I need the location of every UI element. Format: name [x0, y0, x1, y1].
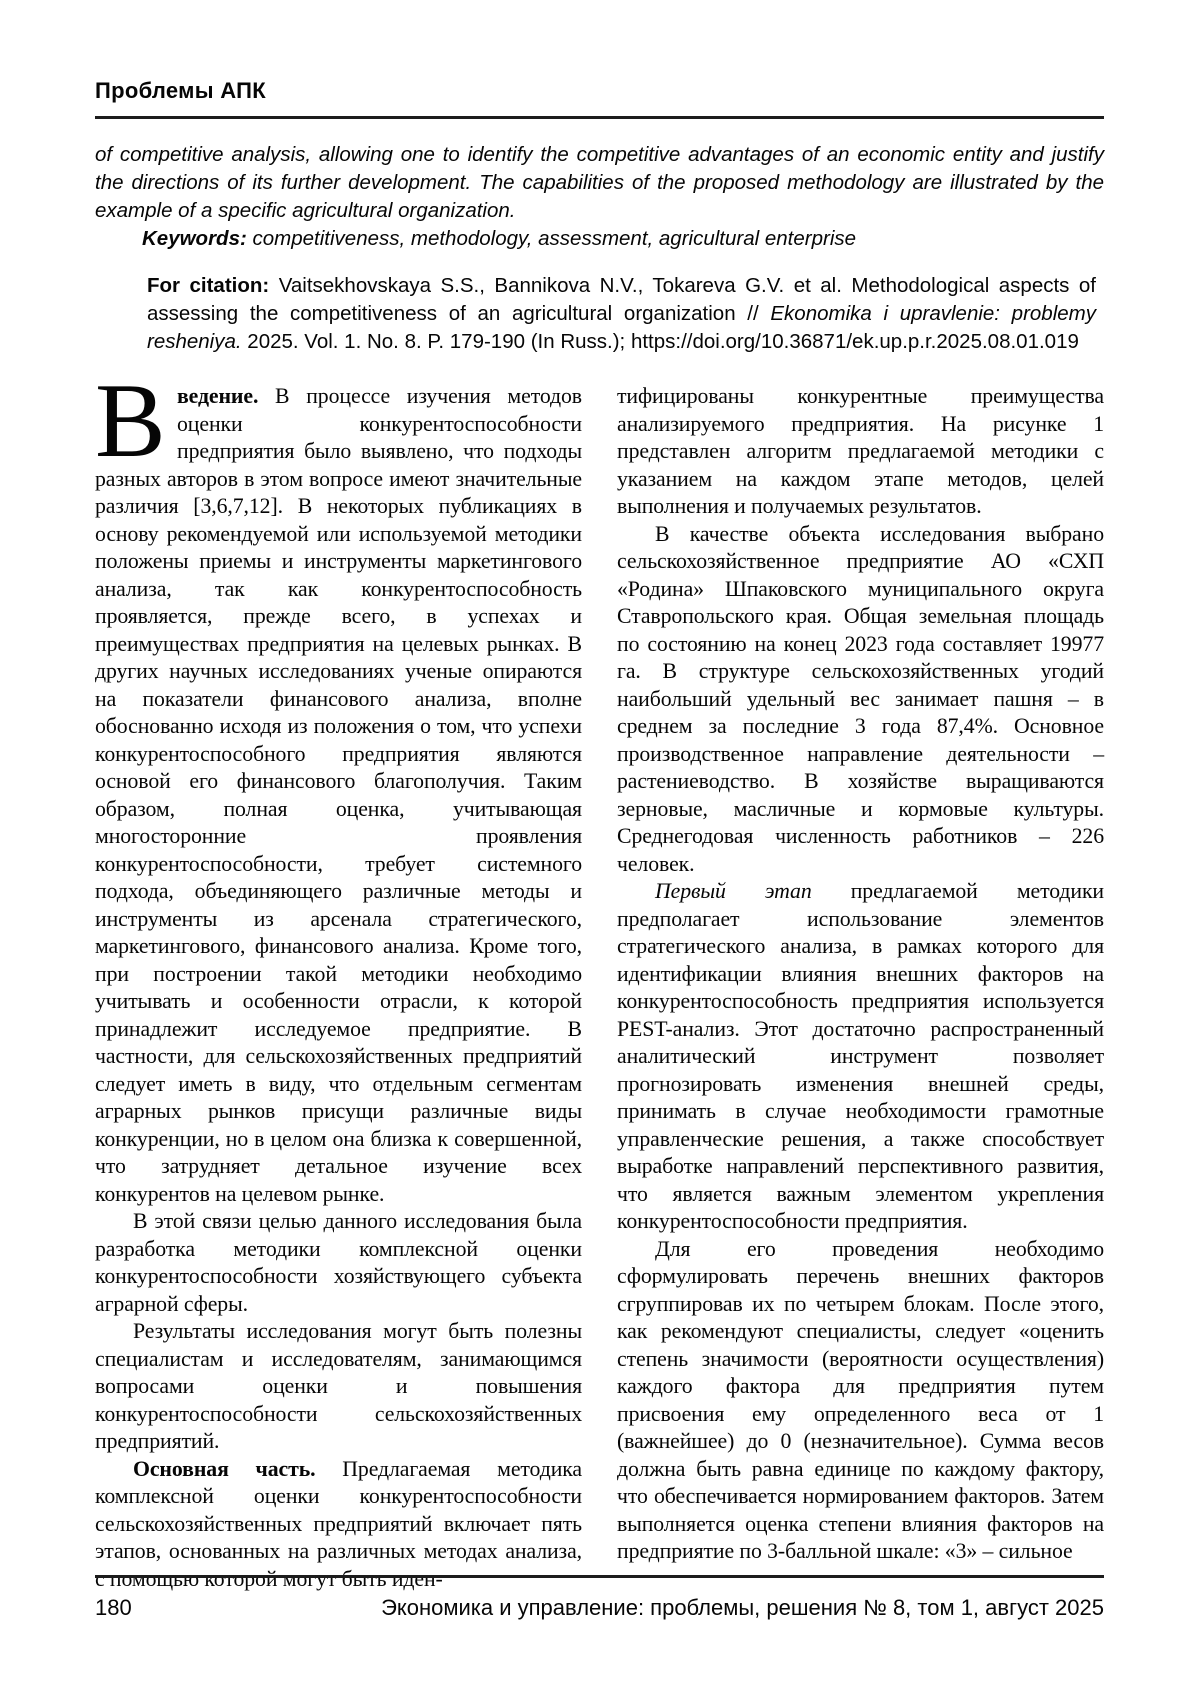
abstract-continuation-paragraph	[95, 141, 1104, 225]
dropcap-letter: В	[95, 362, 166, 479]
keywords-text: competitiveness, methodology, assessment, agricultural enterprise	[246, 227, 857, 250]
paragraph-pest-procedure	[617, 1236, 1104, 1566]
first-stage-lead: Первый этап	[655, 879, 812, 903]
citation-journal-name: Ekonomika i upravlenie: problemy resheniya.	[147, 302, 1096, 353]
running-head	[95, 78, 1104, 119]
main-part-text: Предлагаемая методика комплексной оценки конкурентоспособности сельскохозяйственных предприятий включает пять этапов, основанных на различных методах анализа, с помощью которой могут быть иден-	[95, 1456, 582, 1591]
paragraph-research-results	[95, 1318, 582, 1456]
section-header: Проблемы АПК	[95, 78, 266, 103]
first-stage-paragraph	[617, 878, 1104, 1236]
intro-paragraph	[95, 362, 582, 1208]
page-footer	[95, 1575, 1104, 1621]
paragraph-research-goal-text: В этой связи целью данного исследования была разработка методики комплексной оценки конкурентоспособности хозяйствующего субъекта аграрной сферы.	[95, 1209, 582, 1316]
body-columns	[95, 362, 1104, 1591]
keywords-line	[95, 225, 1104, 253]
page-number: 180	[95, 1595, 132, 1620]
main-part-paragraph	[95, 1456, 582, 1594]
footer-journal-line: Экономика и управление: проблемы, решения № 8, том 1, август 2025	[381, 1595, 1104, 1620]
citation-label: For citation:	[147, 274, 270, 297]
keywords-label: Keywords:	[142, 227, 247, 250]
right-column	[617, 383, 1104, 1563]
intro-lead: ведение.	[177, 384, 259, 408]
main-part-lead: Основная часть.	[133, 1456, 316, 1481]
paragraph-research-object	[617, 521, 1104, 879]
paragraph-research-object-text: В качестве объекта исследования выбрано сельскохозяйственное предприятие АО «СХП «Родина» Шпаковского муниципального округа Ставропольского края. Общая земельная площадь по состоянию на конец 2023 года составляет 19977 га. В структуре сельскохозяйственных угодий наибольший удельный вес занимает пашня – в среднем за последние 3 года 87,4%. Основное производственное направление деятельности – растениеводство. В хозяйстве выращиваются зерновые, масличные и кормовые культуры. Среднегодовая численность работников – 226 человек.	[617, 521, 1104, 876]
intro-text: В процессе изучения методов оценки конкурентоспособности предприятия было выявлено, что подходы разных авторов в этом вопросе имеют значительные различия [3,6,7,12]. В некоторых публикациях в основу рекомендуемой или используемой методики положены приемы и инструменты маркетингового анализа, так как конкурентоспособность проявляется, прежде всего, в успехах и преимуществах предприятия на целевых рынках. В других научных исследованиях ученые опираются на показатели финансового анализа, вполне обоснованно исходя из положения о том, что успехи конкурентоспособного предприятия являются основой его финансового благополучия. Таким образом, полная оценка, учитывающая многосторонние проявления конкурентоспособности, требует системного подхода, объединяющего различные методы и инструменты из арсенала стратегического, маркетингового, финансового анализа. Кроме того, при построении такой методики необходимо учитывать и особенности отрасли, к которой принадлежит исследуемое предприятие. В частности, для сельскохозяйственных предприятий следует иметь в виду, что отдельным сегментам аграрных рынков присущи различные виды конкуренции, но в целом она близка к совершенной, что затрудняет детальное изучение всех конкурентов на целевом рынке.	[95, 384, 582, 1206]
paragraph-research-goal	[95, 1208, 582, 1318]
citation-text: Vaitsekhovskaya S.S., Bannikova N.V., Tokareva G.V. et al. Methodological aspects of assessing the competitiveness of an agricultural organization //	[147, 274, 1097, 325]
citation-block	[147, 272, 1096, 356]
paragraph-continuation-text: тифицированы конкурентные преимущества анализируемого предприятия. На рисунке 1 представлен алгоритм предлагаемой методики с указанием на каждом этапе методов, целей выполнения и получаемых результатов.	[617, 384, 1104, 518]
citation-doi-text: 2025. Vol. 1. No. 8. P. 179-190 (In Russ.); https://doi.org/10.36871/ek.up.p.r.2025.08.01.019	[241, 330, 1079, 353]
paragraph-continuation	[617, 383, 1104, 521]
abstract-continuation-text: of competitive analysis, allowing one to identify the competitive advantages of an economic entity and justify the directions of its further development. The capabilities of the proposed methodology are illustrated by the example of a specific agricultural organization.	[95, 143, 1104, 222]
first-stage-text: предлагаемой методики предполагает использование элементов стратегического анализа, в рамках которого для идентификации влияния внешних факторов на конкурентоспособность предприятия используется PEST-анализ. Этот достаточно распространенный аналитический инструмент позволяет прогнозировать изменения внешней среды, принимать в случае необходимости грамотные управленческие решения, а также способствует выработке направлений перспективного развития, что является важным элементом укрепления конкурентоспособности предприятия.	[617, 879, 1104, 1233]
citation-paragraph	[147, 272, 1096, 356]
left-column	[95, 362, 582, 1591]
abstract-block	[95, 141, 1104, 253]
header-rule	[95, 116, 1104, 119]
paragraph-research-results-text: Результаты исследования могут быть полезны специалистам и исследователям, занимающимся вопросами оценки и повышения конкурентоспособности сельскохозяйственных предприятий.	[95, 1319, 582, 1453]
paragraph-pest-procedure-text: Для его проведения необходимо сформулировать перечень внешних факторов сгруппировав их по четырем блокам. После этого, как рекомендуют специалисты, следует «оценить степень значимости (вероятности осуществления) каждого фактора для предприятия путем присвоения ему определенного веса от 1 (важнейшее) до 0 (незначительное). Сумма весов должна быть равна единице по каждому фактору, что обеспечивается нормированием факторов. Затем выполняется оценка степени влияния факторов на предприятие по 3-балльной шкале: «3» – сильное	[617, 1236, 1104, 1563]
